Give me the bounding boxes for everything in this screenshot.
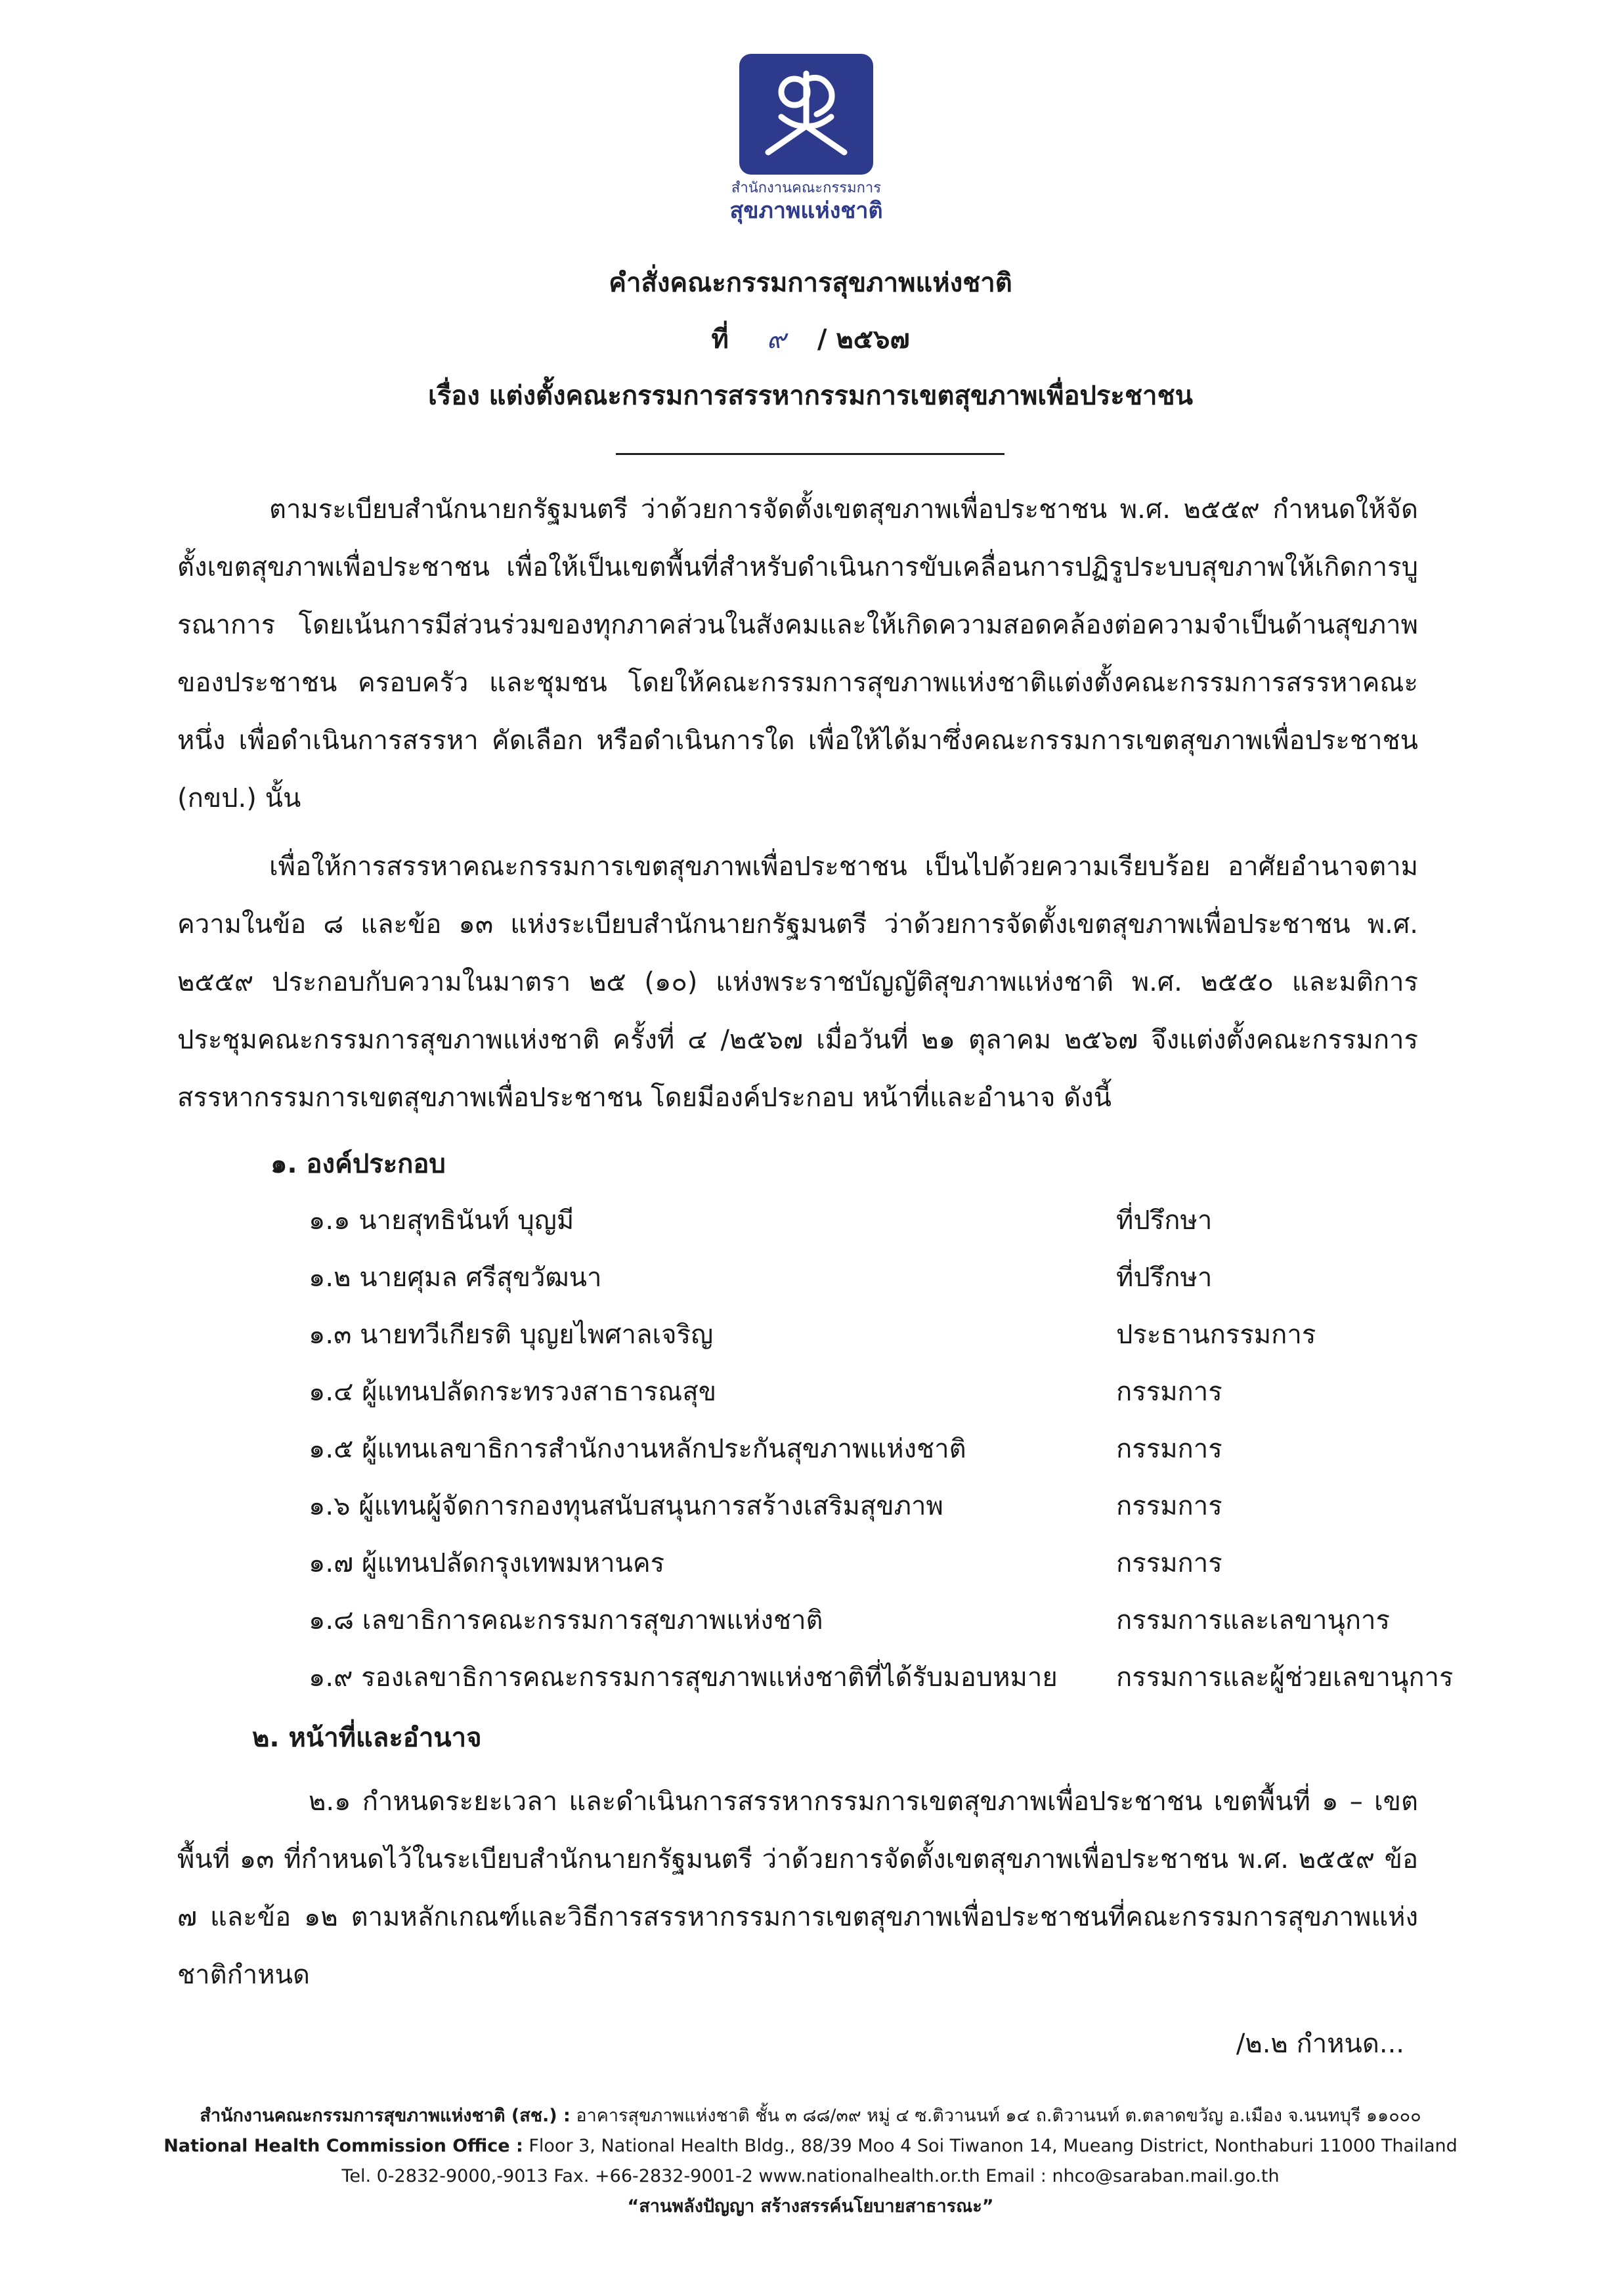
footer-english-address <box>0 2131 1621 2161</box>
footer-thai-address <box>0 2101 1621 2131</box>
member-3-name: ๑.๓ นายทวีเกียรติ บุญยไพศาลเจริญ <box>309 1320 714 1350</box>
logo-caption-big: สุขภาพแห่งชาติ <box>729 198 883 224</box>
member-8-role: กรรมการและเลขานุการ <box>1116 1605 1390 1635</box>
member-5-role: กรรมการ <box>1116 1434 1222 1464</box>
member-7-role: กรรมการ <box>1116 1548 1222 1578</box>
member-6-name: ๑.๖ ผู้แทนผู้จัดการกองทุนสนับสนุนการสร้างเสริมสุขภาพ <box>309 1491 943 1521</box>
member-7-name: ๑.๗ ผู้แทนปลัดกรุงเทพมหานคร <box>309 1548 665 1578</box>
document-number <box>0 318 1621 360</box>
paragraph-3-text: ๒.๑ กำหนดระยะเวลา และดำเนินการสรรหากรรมการเขตสุขภาพเพื่อประชาชน เขตพื้นที่ ๑ – เขตพื้นที่ ๑๓ ที่กำหนดไว้ในระเบียบสำนักนายกรัฐมนตรี ว่าด้วยการจัดตั้งเขตสุขภาพเพื่อประชาชน พ.ศ. ๒๕๕๙ ข้อ ๗ และข้อ ๑๒ ตามหลักเกณฑ์และวิธีการสรรหากรรมการเขตสุขภาพเพื่อประชาชนที่คณะกรรมการสุขภาพแห่งชาติกำหนด <box>177 1787 1418 1990</box>
footer-thai-label: สำนักงานคณะกรรมการสุขภาพแห่งชาติ (สช.) : <box>200 2106 571 2126</box>
logo-caption <box>716 179 897 223</box>
section-2-heading: ๒. หน้าที่และอำนาจ <box>252 1723 482 1753</box>
member-6-role: กรรมการ <box>1116 1491 1222 1521</box>
member-1-role: ที่ปรึกษา <box>1116 1205 1213 1236</box>
paragraph-1-text: ตามระเบียบสำนักนายกรัฐมนตรี ว่าด้วยการจัดตั้งเขตสุขภาพเพื่อประชาชน พ.ศ. ๒๕๕๙ กำหนดให้จัดตั้งเขตสุขภาพเพื่อประชาชน เพื่อให้เป็นเขตพื้นที่สำหรับดำเนินการขับเคลื่อนการปฏิรูประบบสุขภาพให้เกิดการบูรณาการ โดยเน้นการมีส่วนร่วมของทุกภาคส่วนในสังคมและให้เกิดความสอดคล้องต่อความจำเป็นด้านสุขภาพของประชาชน ครอบครัว และชุมชน โดยให้คณะกรรมการสุขภาพแห่งชาติแต่งตั้งคณะกรรมการสรรหาคณะหนึ่ง เพื่อดำเนินการสรรหา คัดเลือก หรือดำเนินการใด เพื่อให้ได้มาซึ่งคณะกรรมการเขตสุขภาพเพื่อประชาชน (กขป.) นั้น <box>177 494 1418 813</box>
number-prefix: ที่ <box>711 324 729 355</box>
paragraph-2-text: เพื่อให้การสรรหาคณะกรรมการเขตสุขภาพเพื่อประชาชน เป็นไปด้วยความเรียบร้อย อาศัยอำนาจตามความในข้อ ๘ และข้อ ๑๓ แห่งระเบียบสำนักนายกรัฐมนตรี ว่าด้วยการจัดตั้งเขตสุขภาพเพื่อประชาชน พ.ศ. ๒๕๕๙ ประกอบกับความในมาตรา ๒๕ (๑๐) แห่งพระราชบัญญัติสุขภาพแห่งชาติ พ.ศ. ๒๕๕๐ และมติการประชุมคณะกรรมการสุขภาพแห่งชาติ ครั้งที่ ๔ /๒๕๖๗ เมื่อวันที่ ๒๑ ตุลาคม ๒๕๖๗ จึงแต่งตั้งคณะกรรมการสรรหากรรมการเขตสุขภาพเพื่อประชาชน โดยมีองค์ประกอบ หน้าที่และอำนาจ ดังนี้ <box>177 852 1418 1113</box>
organization-logo <box>739 54 873 175</box>
member-2-role: ที่ปรึกษา <box>1116 1263 1213 1293</box>
member-8-name: ๑.๘ เลขาธิการคณะกรรมการสุขภาพแห่งชาติ <box>309 1605 823 1635</box>
document-title: คำสั่งคณะกรรมการสุขภาพแห่งชาติ <box>609 268 1012 298</box>
footer-motto: “สานพลังปัญญา สร้างสรรค์นโยบายสาธารณะ” <box>627 2196 994 2217</box>
logo-caption-small: สำนักงานคณะกรรมการ <box>731 180 882 196</box>
number-suffix: / ๒๕๖๗ <box>817 324 910 355</box>
nhco-emblem-icon <box>739 54 873 175</box>
member-2-name: ๑.๒ นายศุมล ศรีสุขวัฒนา <box>309 1263 602 1293</box>
member-1-name: ๑.๑ นายสุทธินันท์ บุญมี <box>309 1205 574 1236</box>
paragraph-1 <box>177 481 1418 827</box>
footer-thai-text: อาคารสุขภาพแห่งชาติ ชั้น ๓ ๘๘/๓๙ หมู่ ๔ ซ.ติวานนท์ ๑๔ ถ.ติวานนท์ ต.ตลาดขวัญ อ.เมือง จ.นนทบุรี ๑๑๐๐๐ <box>576 2106 1421 2126</box>
header-divider <box>616 453 1005 455</box>
paragraph-3 <box>177 1773 1418 2004</box>
footer-english-label: National Health Commission Office : <box>163 2136 523 2156</box>
member-4-name: ๑.๔ ผู้แทนปลัดกระทรวงสาธารณสุข <box>309 1377 717 1407</box>
number-value: ๙ <box>766 324 786 355</box>
continued-marker: /๒.๒ กำหนด... <box>1236 2029 1404 2059</box>
footer-contact: Tel. 0-2832-9000,-9013 Fax. +66-2832-9001-2 www.nationalhealth.or.th Email : nhco@saraban.mail.go.th <box>341 2166 1280 2186</box>
member-4-role: กรรมการ <box>1116 1377 1222 1407</box>
paragraph-2 <box>177 838 1418 1127</box>
section-1-heading: ๑. องค์ประกอบ <box>270 1149 446 1179</box>
member-5-name: ๑.๕ ผู้แทนเลขาธิการสำนักงานหลักประกันสุขภาพแห่งชาติ <box>309 1434 966 1464</box>
member-3-role: ประธานกรรมการ <box>1116 1320 1316 1350</box>
member-9-role: กรรมการและผู้ช่วยเลขานุการ <box>1116 1662 1454 1693</box>
footer-english-text: Floor 3, National Health Bldg., 88/39 Moo 4 Soi Tiwanon 14, Mueang District, Nonthaburi 11000 Thailand <box>529 2136 1458 2156</box>
document-subject: เรื่อง แต่งตั้งคณะกรรมการสรรหากรรมการเขตสุขภาพเพื่อประชาชน <box>428 381 1193 411</box>
member-9-name: ๑.๙ รองเลขาธิการคณะกรรมการสุขภาพแห่งชาติที่ได้รับมอบหมาย <box>309 1662 1058 1693</box>
